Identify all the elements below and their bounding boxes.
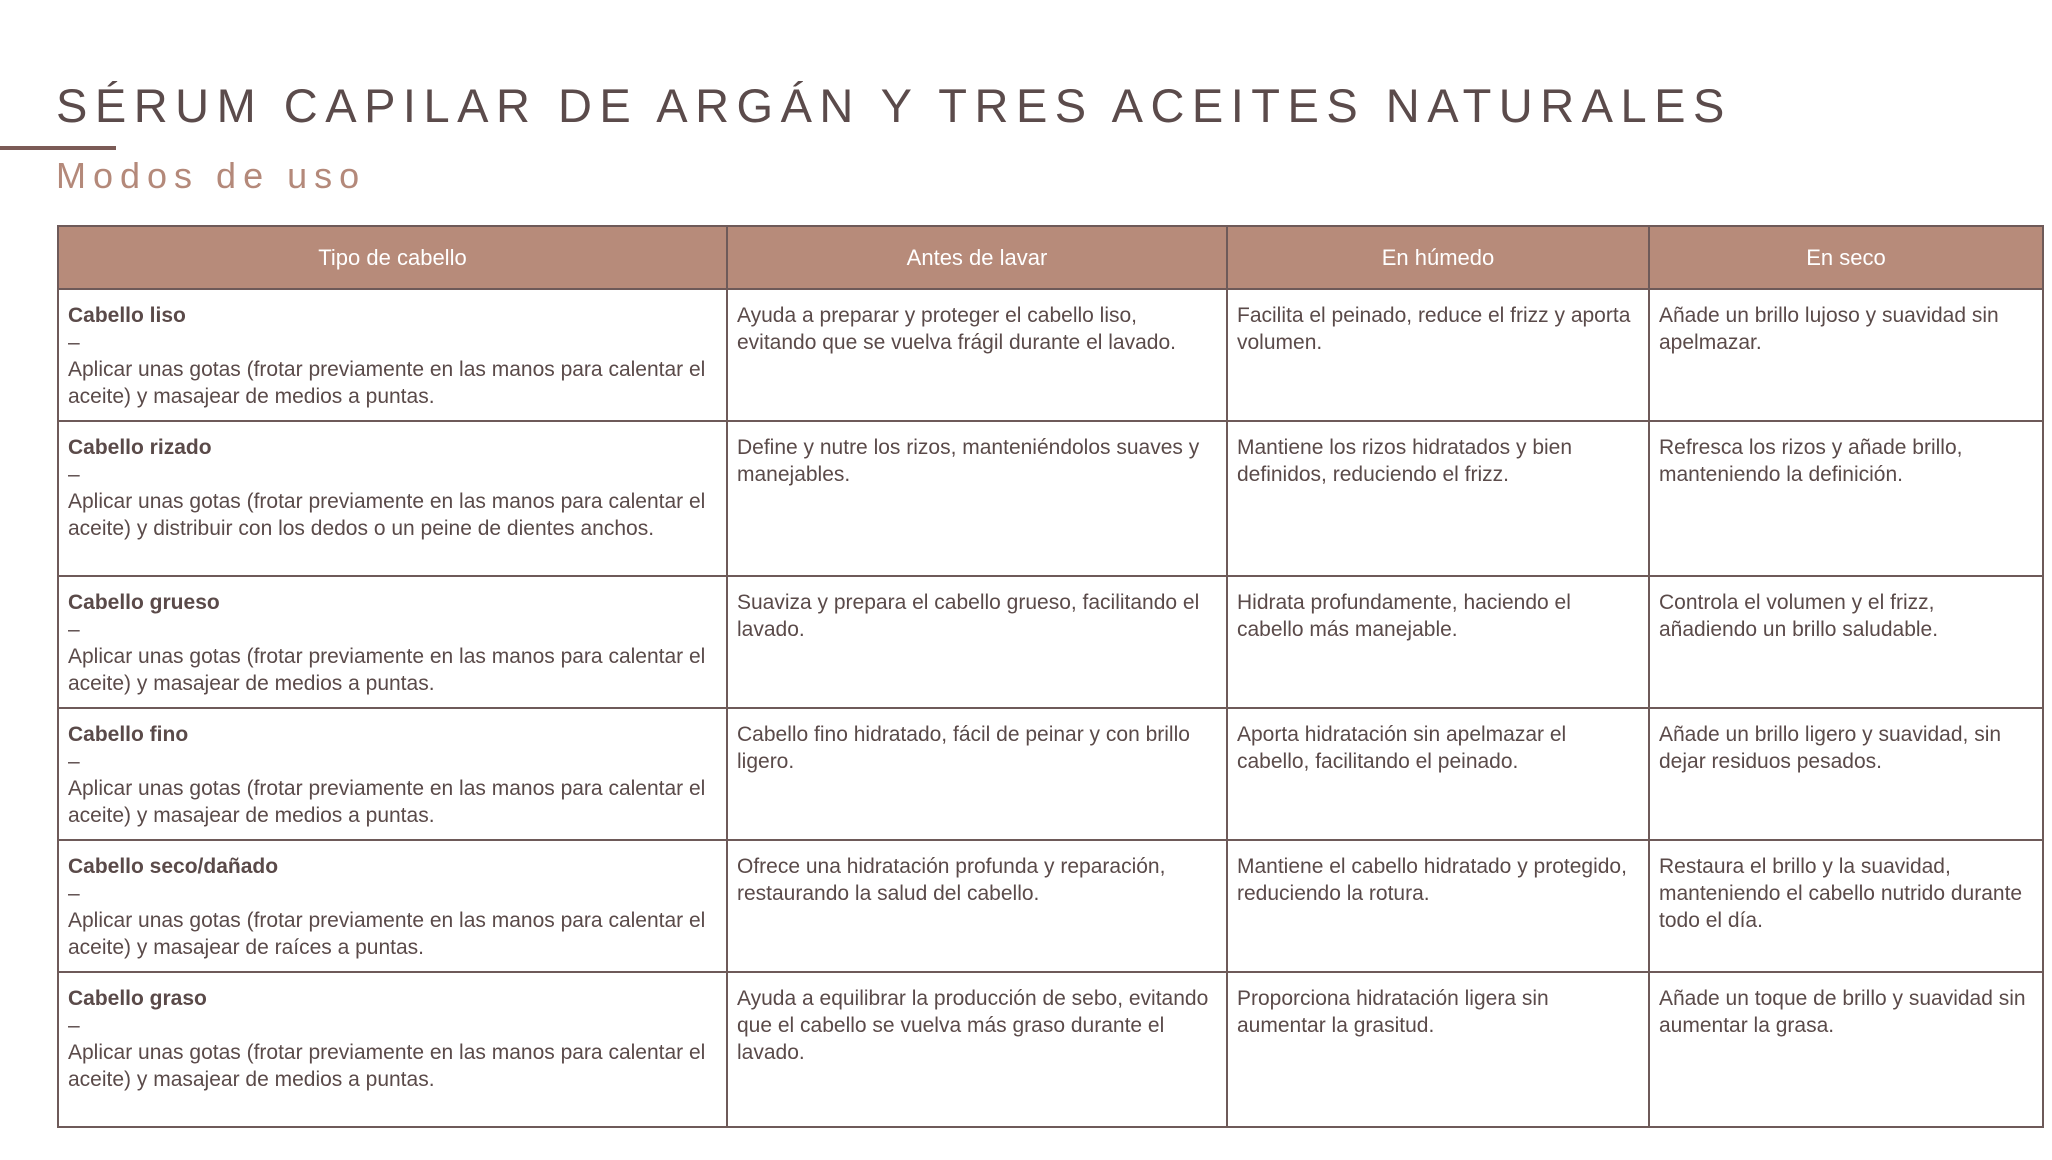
table-row — [58, 289, 2043, 421]
before-wash-cell: Cabello fino hidratado, fácil de peinar y con brillo ligero. — [727, 708, 1227, 840]
application-instructions: Aplicar unas gotas (frotar previamente en las manos para calentar el aceite) y distribuir con los dedos o un peine de dientes anchos. — [68, 490, 706, 540]
separator-dash: – — [68, 1014, 80, 1037]
wet-cell: Proporciona hidratación ligera sin aumentar la grasitud. — [1227, 972, 1649, 1127]
application-instructions: Aplicar unas gotas (frotar previamente en las manos para calentar el aceite) y masajear de medios a puntas. — [68, 777, 706, 827]
wet-cell: Facilita el peinado, reduce el frizz y aporta volumen. — [1227, 289, 1649, 421]
before-wash-cell: Ayuda a equilibrar la producción de sebo, evitando que el cabello se vuelva más graso durante el lavado. — [727, 972, 1227, 1127]
wet-cell: Mantiene los rizos hidratados y bien definidos, reduciendo el frizz. — [1227, 421, 1649, 576]
separator-dash: – — [68, 750, 80, 773]
wet-cell: Mantiene el cabello hidratado y protegido, reduciendo la rotura. — [1227, 840, 1649, 972]
usage-table — [57, 225, 2044, 1128]
hair-type-name: Cabello seco/dañado — [68, 855, 279, 878]
wet-cell: Aporta hidratación sin apelmazar el cabello, facilitando el peinado. — [1227, 708, 1649, 840]
hair-type-name: Cabello graso — [68, 987, 207, 1010]
dry-cell: Refresca los rizos y añade brillo, manteniendo la definición. — [1649, 421, 2043, 576]
table-row — [58, 840, 2043, 972]
table-row — [58, 576, 2043, 708]
dry-cell: Añade un brillo ligero y suavidad, sin dejar residuos pesados. — [1649, 708, 2043, 840]
hair-type-name: Cabello grueso — [68, 591, 220, 614]
dry-cell: Restaura el brillo y la suavidad, manteniendo el cabello nutrido durante todo el día. — [1649, 840, 2043, 972]
hair-type-cell — [58, 576, 727, 708]
column-header-dry: En seco — [1649, 226, 2043, 289]
wet-cell: Hidrata profundamente, haciendo el cabello más manejable. — [1227, 576, 1649, 708]
hair-type-cell — [58, 708, 727, 840]
separator-dash: – — [68, 618, 80, 641]
application-instructions: Aplicar unas gotas (frotar previamente en las manos para calentar el aceite) y masajear de medios a puntas. — [68, 1041, 706, 1091]
page-subtitle: Modos de uso — [56, 155, 367, 196]
hair-type-cell — [58, 289, 727, 421]
application-instructions: Aplicar unas gotas (frotar previamente en las manos para calentar el aceite) y masajear de medios a puntas. — [68, 358, 706, 408]
hair-type-name: Cabello fino — [68, 723, 189, 746]
accent-line — [0, 146, 116, 150]
hair-type-name: Cabello liso — [68, 304, 186, 327]
hair-type-name: Cabello rizado — [68, 436, 212, 459]
table-row — [58, 972, 2043, 1127]
hair-type-cell — [58, 421, 727, 576]
before-wash-cell: Define y nutre los rizos, manteniéndolos suaves y manejables. — [727, 421, 1227, 576]
before-wash-cell: Ofrece una hidratación profunda y reparación, restaurando la salud del cabello. — [727, 840, 1227, 972]
column-header-hair-type: Tipo de cabello — [58, 226, 727, 289]
dry-cell: Controla el volumen y el frizz, añadiendo un brillo saludable. — [1649, 576, 2043, 708]
page-title: SÉRUM CAPILAR DE ARGÁN Y TRES ACEITES NATURALES — [56, 79, 1732, 132]
column-header-wet: En húmedo — [1227, 226, 1649, 289]
application-instructions: Aplicar unas gotas (frotar previamente en las manos para calentar el aceite) y masajear de raíces a puntas. — [68, 909, 706, 959]
before-wash-cell: Ayuda a preparar y proteger el cabello liso, evitando que se vuelva frágil durante el lavado. — [727, 289, 1227, 421]
separator-dash: – — [68, 882, 80, 905]
column-header-before-wash: Antes de lavar — [727, 226, 1227, 289]
separator-dash: – — [68, 331, 80, 354]
dry-cell: Añade un toque de brillo y suavidad sin aumentar la grasa. — [1649, 972, 2043, 1127]
table-row — [58, 421, 2043, 576]
application-instructions: Aplicar unas gotas (frotar previamente en las manos para calentar el aceite) y masajear de medios a puntas. — [68, 645, 706, 695]
before-wash-cell: Suaviza y prepara el cabello grueso, facilitando el lavado. — [727, 576, 1227, 708]
separator-dash: – — [68, 463, 80, 486]
table-row — [58, 708, 2043, 840]
hair-type-cell — [58, 840, 727, 972]
dry-cell: Añade un brillo lujoso y suavidad sin apelmazar. — [1649, 289, 2043, 421]
hair-type-cell — [58, 972, 727, 1127]
table-header-row — [58, 226, 2043, 289]
